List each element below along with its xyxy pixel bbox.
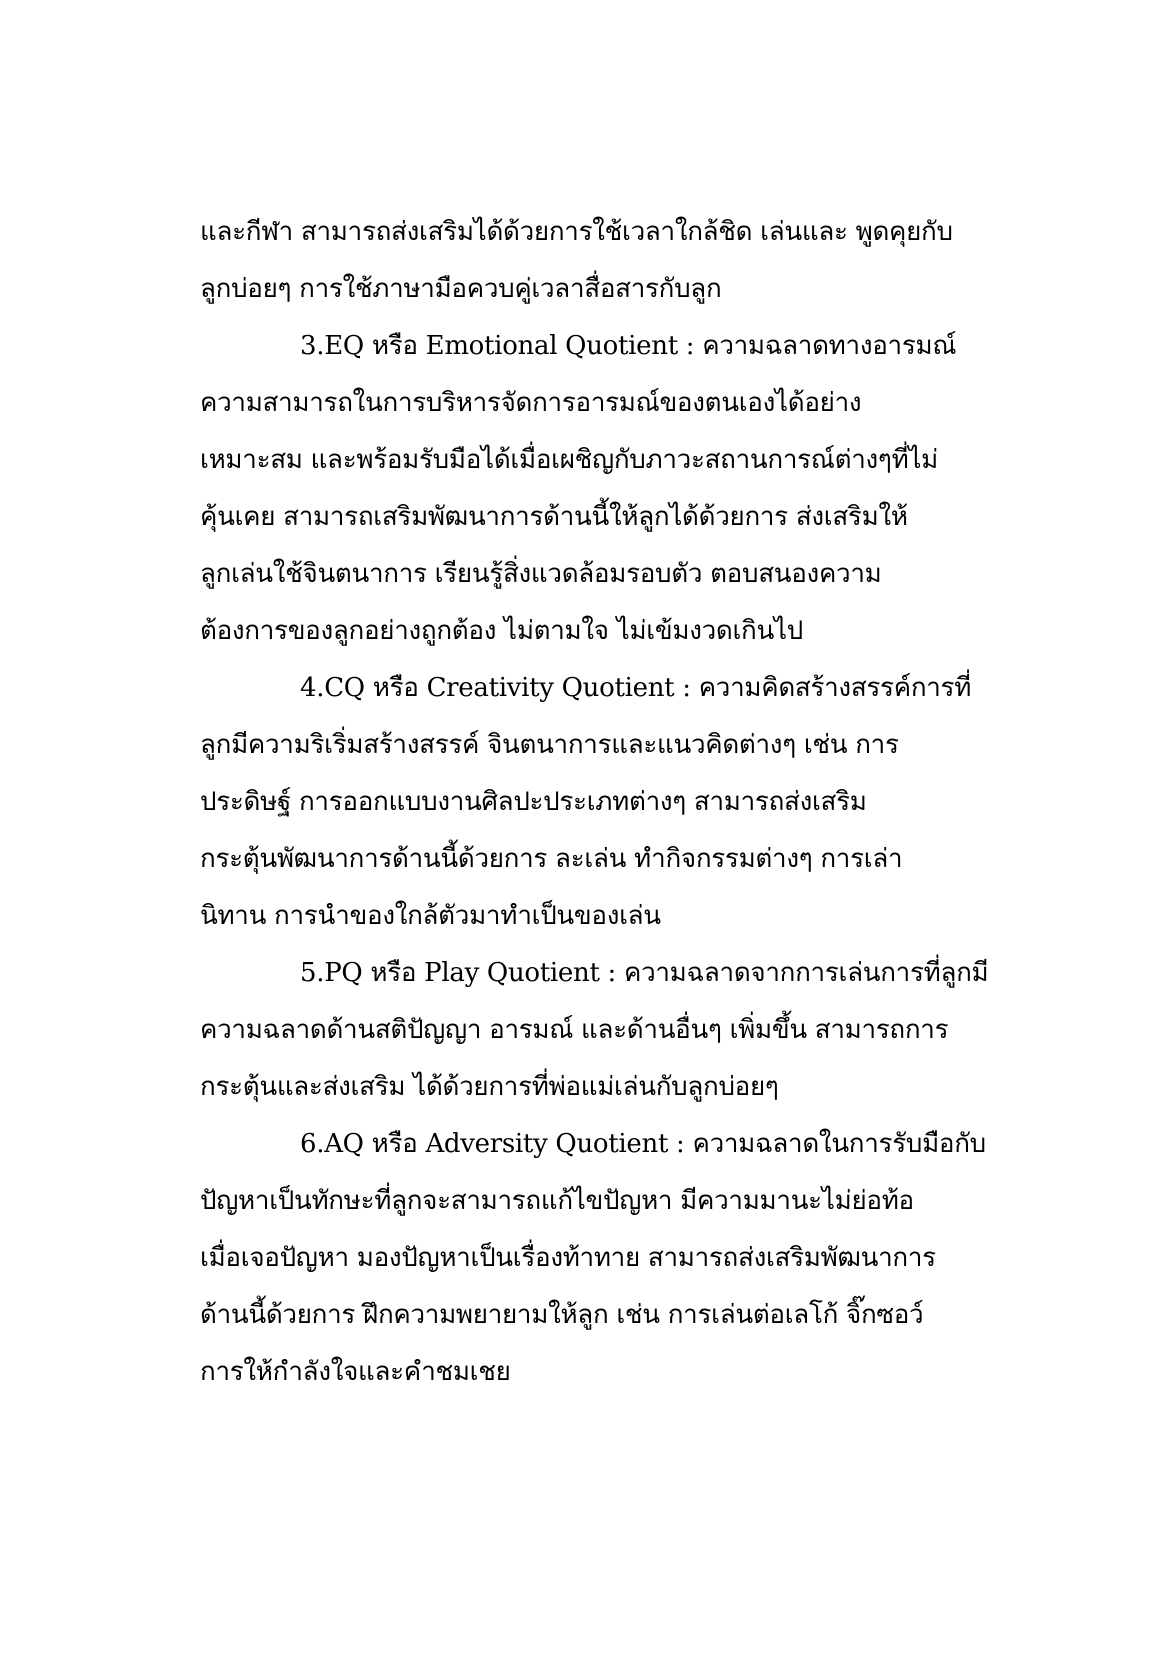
text-line: ความฉลาดด้านสติปัญญา อารมณ์ และด้านอื่นๆ เพิ่มขึ้น สามารถการ xyxy=(200,1015,949,1045)
section-heading-aq: 6.AQ หรือ Adversity Quotient : ความฉลาดในการรับมือกับ xyxy=(300,1129,986,1159)
text-line: กระตุ้นพัฒนาการด้านนี้ด้วยการ ละเล่น ทำกิจกรรมต่างๆ การเล่า xyxy=(200,844,903,874)
text-line: การให้กำลังใจและคำชมเชย xyxy=(200,1357,511,1387)
text-line: ลูกเล่นใช้จินตนาการ เรียนรู้สิ่งแวดล้อมรอบตัว ตอบสนองความ xyxy=(200,559,882,589)
text-line: กระตุ้นและส่งเสริม ได้ด้วยการที่พ่อแม่เล่นกับลูกบ่อยๆ xyxy=(200,1072,779,1102)
text-line: ประดิษฐ์ การออกแบบงานศิลปะประเภทต่างๆ สามารถส่งเสริม xyxy=(200,787,867,817)
text-line: ความสามารถในการบริหารจัดการอารมณ์ของตนเองได้อย่าง xyxy=(200,388,862,418)
text-line: และกีฬา สามารถส่งเสริมได้ด้วยการใช้เวลาใกล้ชิด เล่นและ พูดคุยกับ xyxy=(200,217,953,247)
text-line: นิทาน การนำของใกล้ตัวมาทำเป็นของเล่น xyxy=(200,901,661,931)
section-heading-pq: 5.PQ หรือ Play Quotient : ความฉลาดจากการเล่นการที่ลูกมี xyxy=(300,958,989,988)
text-line: เมื่อเจอปัญหา มองปัญหาเป็นเรื่องท้าทาย สามารถส่งเสริมพัฒนาการ xyxy=(200,1243,936,1273)
text-line: เหมาะสม และพร้อมรับมือได้เมื่อเผชิญกับภาวะสถานการณ์ต่างๆที่ไม่ xyxy=(200,445,939,475)
text-line: ลูกบ่อยๆ การใช้ภาษามือควบคู่เวลาสื่อสารกับลูก xyxy=(200,274,722,304)
text-line: ต้องการของลูกอย่างถูกต้อง ไม่ตามใจ ไม่เข้มงวดเกินไป xyxy=(200,616,803,646)
section-heading-eq: 3.EQ หรือ Emotional Quotient : ความฉลาดทางอารมณ์ xyxy=(300,331,957,361)
document-body xyxy=(200,204,989,1401)
text-line: คุ้นเคย สามารถเสริมพัฒนาการด้านนี้ให้ลูกได้ด้วยการ ส่งเสริมให้ xyxy=(200,502,908,532)
text-line: ลูกมีความริเริ่มสร้างสรรค์ จินตนาการและแนวคิดต่างๆ เช่น การ xyxy=(200,730,899,760)
text-line: ด้านนี้ด้วยการ ฝึกความพยายามให้ลูก เช่น การเล่นต่อเลโก้ จิ๊กซอว์ xyxy=(200,1300,924,1330)
section-heading-cq: 4.CQ หรือ Creativity Quotient : ความคิดสร้างสรรค์การที่ xyxy=(300,673,972,703)
text-line: ปัญหาเป็นทักษะที่ลูกจะสามารถแก้ไขปัญหา มีความมานะไม่ย่อท้อ xyxy=(200,1186,914,1216)
